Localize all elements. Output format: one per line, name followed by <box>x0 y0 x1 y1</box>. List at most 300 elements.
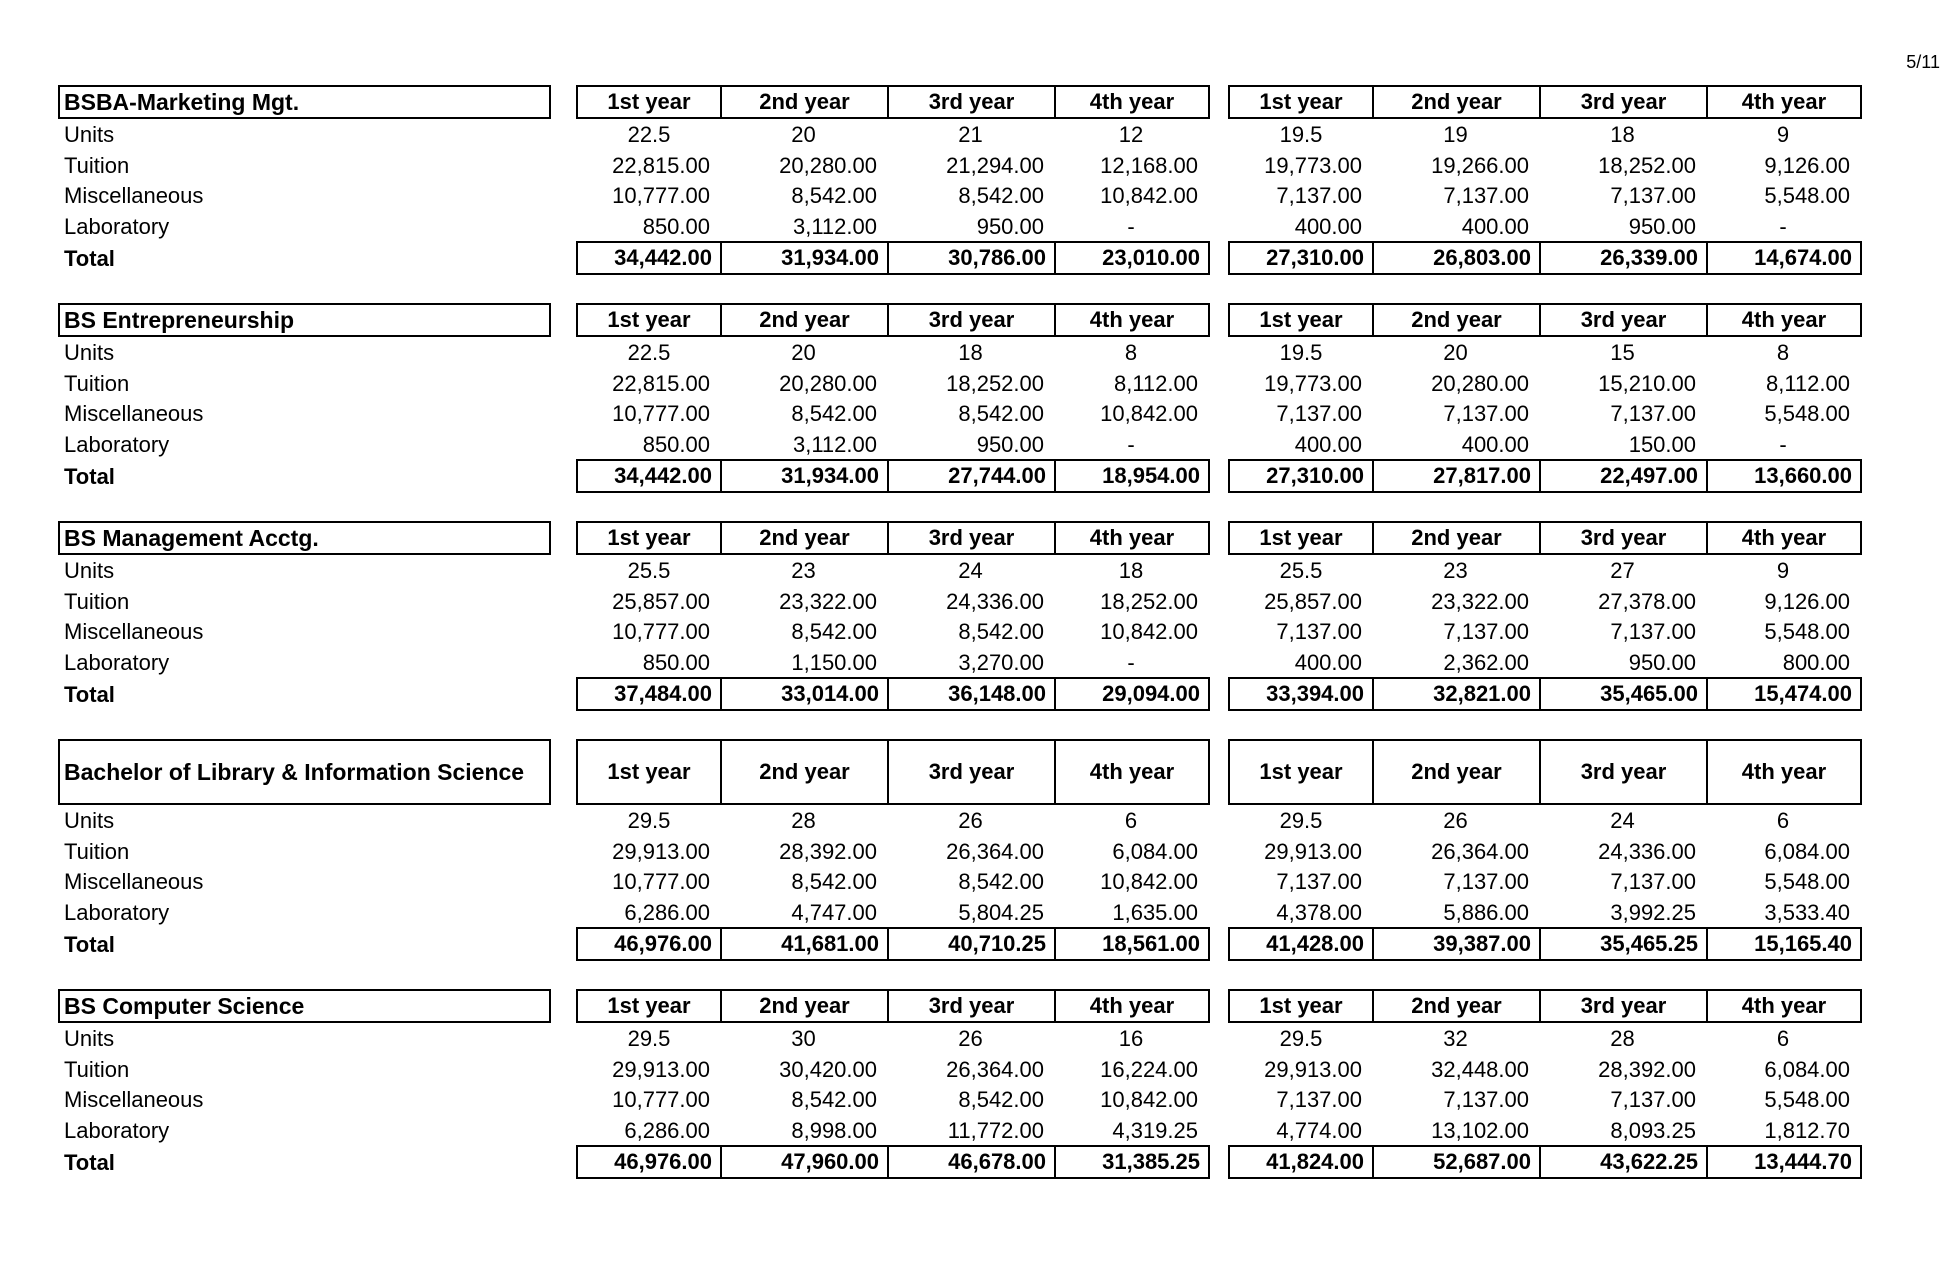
year-header-cell: 4th year <box>1706 523 1860 553</box>
cell-value: 23 <box>791 558 816 583</box>
total-value: 39,387.00 <box>1372 929 1539 959</box>
cell-value: 6 <box>1776 808 1790 833</box>
row-total <box>58 241 1858 275</box>
cell-value: 8,542.00 <box>791 869 877 894</box>
row-label: Laboratory <box>64 1117 170 1143</box>
row-lab <box>58 647 1858 678</box>
program-block <box>58 85 1858 275</box>
program-block <box>58 303 1858 493</box>
row-total <box>58 677 1858 711</box>
cell-value: 26 <box>958 1026 983 1051</box>
row-label: Laboratory <box>64 213 170 239</box>
cell-value: 1,150.00 <box>791 649 877 675</box>
cell-value: 12,168.00 <box>1100 152 1198 178</box>
cell-value: 2,362.00 <box>1443 649 1529 675</box>
cell-value: 28 <box>791 808 816 833</box>
cell-value: 10,777.00 <box>612 183 710 208</box>
cell-value: 5,548.00 <box>1764 1087 1850 1112</box>
total-value: 15,165.40 <box>1706 929 1860 959</box>
row-total <box>58 459 1858 493</box>
cell-value: 24,336.00 <box>946 588 1044 614</box>
cell-value: 10,842.00 <box>1100 1087 1198 1112</box>
row-label: Units <box>64 558 115 583</box>
row-label: Tuition <box>64 370 130 396</box>
year-header-cell: 2nd year <box>1372 991 1539 1021</box>
total-value: 18,561.00 <box>1054 929 1208 959</box>
year-header-cell: 1st year <box>607 89 691 114</box>
cell-value: 32,448.00 <box>1431 1056 1529 1082</box>
total-value: 27,817.00 <box>1372 461 1539 491</box>
year-header-cell: 2nd year <box>1372 741 1539 803</box>
cell-value: 9,126.00 <box>1764 588 1850 614</box>
cell-value: 29,913.00 <box>1264 838 1362 864</box>
total-value: 15,474.00 <box>1706 679 1860 709</box>
cell-value: 19.5 <box>1279 122 1323 147</box>
cell-value: 400.00 <box>1461 431 1529 457</box>
cell-value: 7,137.00 <box>1610 183 1696 208</box>
cell-value: 400.00 <box>1294 649 1362 675</box>
cell-value: 27 <box>1610 558 1635 583</box>
cell-value: 7,137.00 <box>1610 1087 1696 1112</box>
total-value: 30,786.00 <box>887 243 1054 273</box>
row-label: Tuition <box>64 588 130 614</box>
year-header-cell: 2nd year <box>720 305 887 335</box>
total-value: 37,484.00 <box>614 681 712 706</box>
row-label: Units <box>64 340 115 365</box>
cell-value: 9 <box>1776 122 1790 147</box>
cell-value: 3,112.00 <box>792 431 877 457</box>
cell-value: 24 <box>958 558 983 583</box>
cell-value: 25,857.00 <box>612 588 710 614</box>
year-header-group <box>1228 989 1862 1023</box>
program-block <box>58 989 1858 1179</box>
row-lab <box>58 211 1858 242</box>
cell-value: 26,364.00 <box>946 838 1044 864</box>
cell-value: 8,542.00 <box>958 1087 1044 1112</box>
cell-value: - <box>1127 431 1135 457</box>
cell-value: 5,886.00 <box>1443 899 1529 925</box>
row-label: Total <box>64 246 115 271</box>
year-header-cell: 3rd year <box>887 305 1054 335</box>
row-label: Units <box>64 808 115 833</box>
page-number: 5/11 <box>1906 52 1940 72</box>
cell-value: 850.00 <box>642 213 710 239</box>
program-block <box>58 521 1858 711</box>
total-value: 33,014.00 <box>720 679 887 709</box>
program-title: BS Entrepreneurship <box>58 303 551 337</box>
cell-value: - <box>1779 431 1787 457</box>
cell-value: - <box>1127 213 1135 239</box>
row-label: Total <box>64 932 115 957</box>
year-header-cell: 4th year <box>1054 523 1208 553</box>
total-box <box>576 677 1210 711</box>
year-header-cell: 2nd year <box>1372 305 1539 335</box>
cell-value: 29,913.00 <box>612 1056 710 1082</box>
year-header-cell: 4th year <box>1054 87 1208 117</box>
cell-value: 10,777.00 <box>612 1087 710 1112</box>
cell-value: 8,542.00 <box>791 1087 877 1112</box>
cell-value: 16 <box>1118 1026 1144 1051</box>
cell-value: 3,992.25 <box>1610 899 1696 925</box>
total-value: 31,385.25 <box>1054 1147 1208 1177</box>
year-header-cell: 1st year <box>1259 89 1343 114</box>
row-misc <box>58 866 1858 897</box>
row-label: Miscellaneous <box>64 619 204 644</box>
cell-value: 22,815.00 <box>612 152 710 178</box>
row-misc <box>58 616 1858 647</box>
cell-value: 7,137.00 <box>1443 183 1529 208</box>
cell-value: 950.00 <box>1628 649 1696 675</box>
cell-value: 18 <box>958 340 983 365</box>
cell-value: 8,542.00 <box>791 401 877 426</box>
cell-value: 16,224.00 <box>1100 1056 1198 1082</box>
year-header-cell: 3rd year <box>1539 87 1706 117</box>
cell-value: 26,364.00 <box>1431 838 1529 864</box>
cell-value: 26 <box>1443 808 1468 833</box>
row-misc <box>58 1084 1858 1115</box>
program-title: BS Management Acctg. <box>58 521 551 555</box>
cell-value: 7,137.00 <box>1610 619 1696 644</box>
total-value: 41,428.00 <box>1266 931 1364 956</box>
program-header <box>58 85 1858 119</box>
program-title: Bachelor of Library & Information Science <box>58 739 551 805</box>
cell-value: 3,112.00 <box>792 213 877 239</box>
total-value: 36,148.00 <box>887 679 1054 709</box>
total-value: 34,442.00 <box>614 463 712 488</box>
cell-value: 1,635.00 <box>1112 899 1198 925</box>
year-header-group <box>1228 739 1862 805</box>
total-value: 29,094.00 <box>1054 679 1208 709</box>
cell-value: 19 <box>1443 122 1468 147</box>
cell-value: 6,286.00 <box>624 899 710 925</box>
cell-value: 15 <box>1610 340 1635 365</box>
row-misc <box>58 180 1858 211</box>
year-header-cell: 4th year <box>1706 87 1860 117</box>
total-value: 26,803.00 <box>1372 243 1539 273</box>
row-tuition <box>58 1054 1858 1085</box>
row-tuition <box>58 368 1858 399</box>
cell-value: - <box>1779 213 1787 239</box>
year-header-cell: 1st year <box>607 307 691 332</box>
total-value: 35,465.00 <box>1539 679 1706 709</box>
total-box <box>1228 241 1862 275</box>
cell-value: 6,084.00 <box>1764 838 1850 864</box>
year-header-cell: 4th year <box>1706 305 1860 335</box>
cell-value: 22,815.00 <box>612 370 710 396</box>
total-box <box>576 459 1210 493</box>
total-value: 46,976.00 <box>614 931 712 956</box>
year-header-group <box>1228 521 1862 555</box>
total-box <box>576 1145 1210 1179</box>
year-header-cell: 2nd year <box>720 87 887 117</box>
row-label: Total <box>64 1150 115 1175</box>
cell-value: 22.5 <box>627 122 671 147</box>
cell-value: 10,777.00 <box>612 619 710 644</box>
cell-value: 950.00 <box>1628 213 1696 239</box>
cell-value: 29.5 <box>627 1026 671 1051</box>
row-label: Laboratory <box>64 899 170 925</box>
total-value: 31,934.00 <box>720 461 887 491</box>
row-label: Miscellaneous <box>64 869 204 894</box>
program-header <box>58 739 1858 805</box>
total-value: 46,678.00 <box>887 1147 1054 1177</box>
cell-value: 850.00 <box>642 649 710 675</box>
cell-value: 7,137.00 <box>1443 401 1529 426</box>
year-header-cell: 4th year <box>1054 741 1208 803</box>
cell-value: 20 <box>791 340 816 365</box>
cell-value: 21,294.00 <box>946 152 1044 178</box>
cell-value: 8,542.00 <box>958 619 1044 644</box>
year-header-cell: 2nd year <box>1372 523 1539 553</box>
cell-value: 12 <box>1118 122 1144 147</box>
cell-value: 28,392.00 <box>779 838 877 864</box>
row-units <box>58 337 1858 368</box>
cell-value: 23,322.00 <box>779 588 877 614</box>
cell-value: 20,280.00 <box>1431 370 1529 396</box>
year-header-group <box>576 521 1210 555</box>
cell-value: 10,842.00 <box>1100 619 1198 644</box>
row-misc <box>58 398 1858 429</box>
row-lab <box>58 1115 1858 1146</box>
cell-value: 18 <box>1118 558 1144 583</box>
cell-value: 950.00 <box>976 213 1044 239</box>
cell-value: 150.00 <box>1628 431 1696 457</box>
cell-value: 8,998.00 <box>791 1117 877 1143</box>
year-header-cell: 1st year <box>607 759 691 784</box>
cell-value: 800.00 <box>1782 649 1850 675</box>
row-label: Laboratory <box>64 431 170 457</box>
program-title: BS Computer Science <box>58 989 551 1023</box>
cell-value: 4,319.25 <box>1112 1117 1198 1143</box>
cell-value: 30,420.00 <box>779 1056 877 1082</box>
cell-value: 26 <box>958 808 983 833</box>
year-header-cell: 4th year <box>1706 741 1860 803</box>
total-box <box>576 927 1210 961</box>
row-units <box>58 805 1858 836</box>
cell-value: 9,126.00 <box>1764 152 1850 178</box>
cell-value: 6 <box>1124 808 1138 833</box>
total-value: 27,310.00 <box>1266 463 1364 488</box>
total-value: 34,442.00 <box>614 245 712 270</box>
total-value: 35,465.25 <box>1539 929 1706 959</box>
year-header-cell: 3rd year <box>1539 741 1706 803</box>
cell-value: 19,773.00 <box>1264 370 1362 396</box>
year-header-cell: 3rd year <box>1539 305 1706 335</box>
cell-value: 19.5 <box>1279 340 1323 365</box>
cell-value: 8,093.25 <box>1610 1117 1696 1143</box>
cell-value: 10,842.00 <box>1100 183 1198 208</box>
cell-value: 8,542.00 <box>958 401 1044 426</box>
cell-value: 24 <box>1610 808 1635 833</box>
cell-value: 22.5 <box>627 340 671 365</box>
row-total <box>58 927 1858 961</box>
cell-value: 7,137.00 <box>1443 619 1529 644</box>
cell-value: 24,336.00 <box>1598 838 1696 864</box>
cell-value: 8,542.00 <box>791 183 877 208</box>
cell-value: 32 <box>1443 1026 1468 1051</box>
row-label: Total <box>64 464 115 489</box>
year-header-cell: 2nd year <box>720 991 887 1021</box>
row-tuition <box>58 836 1858 867</box>
row-units <box>58 555 1858 586</box>
program-block <box>58 739 1858 961</box>
year-header-cell: 3rd year <box>887 87 1054 117</box>
row-label: Tuition <box>64 1056 130 1082</box>
year-header-group <box>576 303 1210 337</box>
cell-value: 20 <box>791 122 816 147</box>
cell-value: 29.5 <box>1279 808 1323 833</box>
cell-value: 950.00 <box>976 431 1044 457</box>
cell-value: 20,280.00 <box>779 370 877 396</box>
cell-value: 9 <box>1776 558 1790 583</box>
row-units <box>58 1023 1858 1054</box>
program-title: BSBA-Marketing Mgt. <box>58 85 551 119</box>
cell-value: 8,542.00 <box>958 869 1044 894</box>
cell-value: 7,137.00 <box>1276 401 1362 426</box>
cell-value: 18 <box>1610 122 1635 147</box>
cell-value: 5,548.00 <box>1764 869 1850 894</box>
cell-value: 27,378.00 <box>1598 588 1696 614</box>
row-label: Units <box>64 1026 115 1051</box>
cell-value: 26,364.00 <box>946 1056 1044 1082</box>
year-header-cell: 1st year <box>1259 759 1343 784</box>
year-header-group <box>1228 85 1862 119</box>
total-box <box>1228 459 1862 493</box>
cell-value: 4,774.00 <box>1276 1117 1362 1143</box>
cell-value: 7,137.00 <box>1443 869 1529 894</box>
cell-value: 25.5 <box>1279 558 1323 583</box>
total-value: 32,821.00 <box>1372 679 1539 709</box>
cell-value: 8 <box>1124 340 1138 365</box>
cell-value: 7,137.00 <box>1276 1087 1362 1112</box>
year-header-cell: 2nd year <box>720 741 887 803</box>
cell-value: 7,137.00 <box>1276 869 1362 894</box>
year-header-group <box>576 739 1210 805</box>
total-box <box>1228 927 1862 961</box>
cell-value: 10,777.00 <box>612 401 710 426</box>
total-value: 33,394.00 <box>1266 681 1364 706</box>
cell-value: 850.00 <box>642 431 710 457</box>
cell-value: 7,137.00 <box>1276 619 1362 644</box>
cell-value: 8,542.00 <box>791 619 877 644</box>
total-value: 41,824.00 <box>1266 1149 1364 1174</box>
cell-value: 20 <box>1443 340 1468 365</box>
total-value: 18,954.00 <box>1054 461 1208 491</box>
cell-value: 400.00 <box>1294 431 1362 457</box>
cell-value: 29,913.00 <box>1264 1056 1362 1082</box>
year-header-cell: 4th year <box>1054 991 1208 1021</box>
total-value: 14,674.00 <box>1706 243 1860 273</box>
cell-value: 7,137.00 <box>1443 1087 1529 1112</box>
program-header <box>58 303 1858 337</box>
total-value: 26,339.00 <box>1539 243 1706 273</box>
year-header-group <box>576 85 1210 119</box>
cell-value: 7,137.00 <box>1610 401 1696 426</box>
cell-value: 29.5 <box>627 808 671 833</box>
cell-value: 5,804.25 <box>958 899 1044 925</box>
year-header-cell: 3rd year <box>1539 991 1706 1021</box>
year-header-group <box>576 989 1210 1023</box>
cell-value: 13,102.00 <box>1431 1117 1529 1143</box>
cell-value: 8,112.00 <box>1765 370 1850 396</box>
cell-value: 20,280.00 <box>779 152 877 178</box>
total-value: 13,444.70 <box>1706 1147 1860 1177</box>
year-header-cell: 1st year <box>1259 307 1343 332</box>
cell-value: 23 <box>1443 558 1468 583</box>
cell-value: 3,270.00 <box>958 649 1044 675</box>
row-label: Miscellaneous <box>64 401 204 426</box>
cell-value: 19,773.00 <box>1264 152 1362 178</box>
cell-value: 6,286.00 <box>624 1117 710 1143</box>
year-header-cell: 1st year <box>1259 525 1343 550</box>
cell-value: 28 <box>1610 1026 1635 1051</box>
row-lab <box>58 897 1858 928</box>
cell-value: 1,812.70 <box>1764 1117 1850 1143</box>
cell-value: 4,747.00 <box>791 899 877 925</box>
total-value: 52,687.00 <box>1372 1147 1539 1177</box>
cell-value: 11,772.00 <box>947 1117 1044 1143</box>
total-value: 27,310.00 <box>1266 245 1364 270</box>
cell-value: 400.00 <box>1294 213 1362 239</box>
year-header-group <box>1228 303 1862 337</box>
cell-value: 18,252.00 <box>1598 152 1696 178</box>
row-units <box>58 119 1858 150</box>
cell-value: 8,112.00 <box>1113 370 1198 396</box>
total-value: 13,660.00 <box>1706 461 1860 491</box>
row-label: Total <box>64 682 115 707</box>
total-value: 31,934.00 <box>720 243 887 273</box>
year-header-cell: 2nd year <box>720 523 887 553</box>
cell-value: 10,777.00 <box>612 869 710 894</box>
cell-value: 5,548.00 <box>1764 183 1850 208</box>
cell-value: 15,210.00 <box>1598 370 1696 396</box>
row-tuition <box>58 586 1858 617</box>
cell-value: 6,084.00 <box>1112 838 1198 864</box>
total-value: 22,497.00 <box>1539 461 1706 491</box>
year-header-cell: 3rd year <box>887 523 1054 553</box>
cell-value: 6 <box>1776 1026 1790 1051</box>
year-header-cell: 4th year <box>1054 305 1208 335</box>
row-label: Laboratory <box>64 649 170 675</box>
cell-value: 19,266.00 <box>1431 152 1529 178</box>
row-label: Miscellaneous <box>64 183 204 208</box>
cell-value: 25.5 <box>627 558 671 583</box>
cell-value: 25,857.00 <box>1264 588 1362 614</box>
total-box <box>1228 677 1862 711</box>
total-box <box>1228 1145 1862 1179</box>
year-header-cell: 3rd year <box>1539 523 1706 553</box>
cell-value: 5,548.00 <box>1764 401 1850 426</box>
row-lab <box>58 429 1858 460</box>
year-header-cell: 1st year <box>1259 993 1343 1018</box>
row-label: Miscellaneous <box>64 1087 204 1112</box>
cell-value: 5,548.00 <box>1764 619 1850 644</box>
year-header-cell: 1st year <box>607 525 691 550</box>
program-header <box>58 989 1858 1023</box>
year-header-cell: 3rd year <box>887 741 1054 803</box>
cell-value: 18,252.00 <box>946 370 1044 396</box>
program-header <box>58 521 1858 555</box>
year-header-cell: 4th year <box>1706 991 1860 1021</box>
total-value: 46,976.00 <box>614 1149 712 1174</box>
cell-value: 10,842.00 <box>1100 869 1198 894</box>
cell-value: 18,252.00 <box>1100 588 1198 614</box>
year-header-cell: 1st year <box>607 993 691 1018</box>
total-value: 23,010.00 <box>1054 243 1208 273</box>
cell-value: 3,533.40 <box>1764 899 1850 925</box>
row-label: Units <box>64 122 115 147</box>
total-value: 40,710.25 <box>887 929 1054 959</box>
